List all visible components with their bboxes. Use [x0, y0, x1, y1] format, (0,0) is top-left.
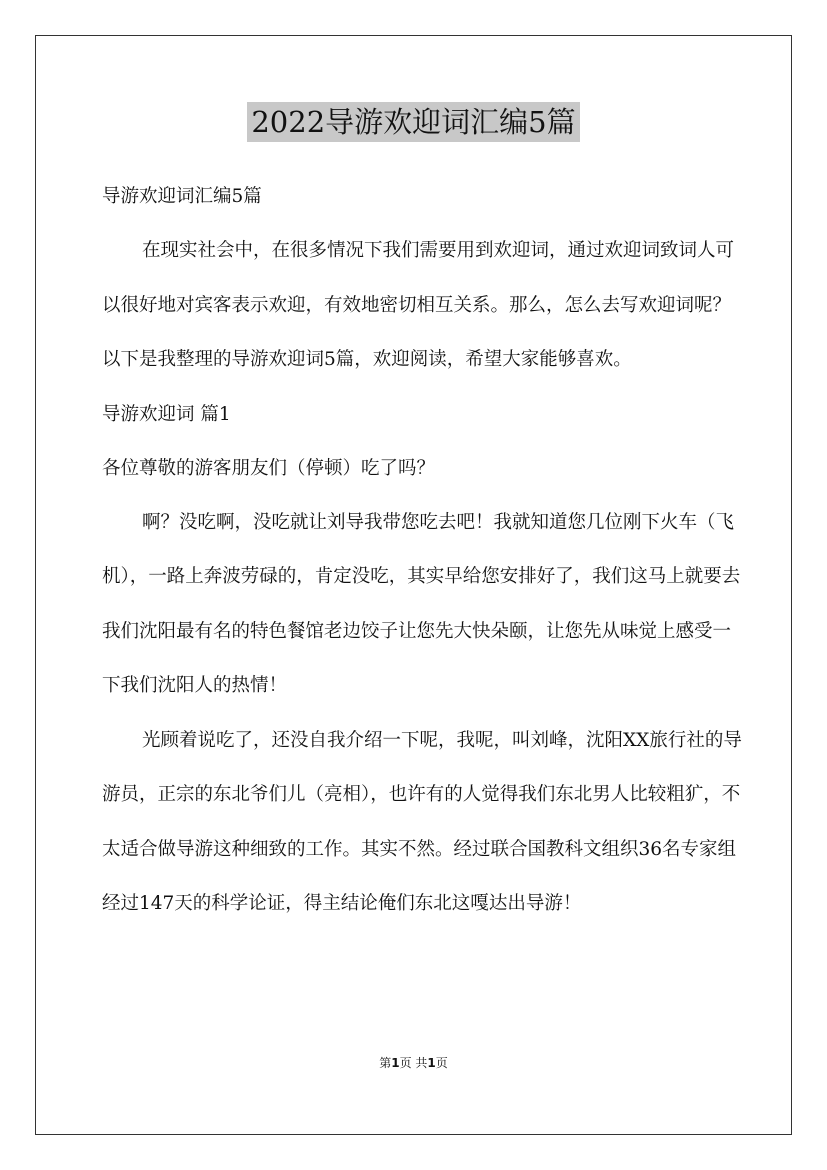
document-body — [102, 170, 742, 932]
footer-suffix: 页 — [435, 1056, 448, 1070]
intro-paragraph: 在现实社会中，在很多情况下我们需要用到欢迎词，通过欢迎词致词人可以很好地对宾客表示欢迎，有效地密切相互关系。那么，怎么去写欢迎词呢？以下是我整理的导游欢迎词5篇，欢迎阅读，希望大家能够喜欢。 — [102, 240, 735, 370]
document-title: 2022导游欢迎词汇编5篇 — [247, 102, 579, 142]
title-container — [0, 102, 827, 142]
body-paragraph: 啊？没吃啊，没吃就让刘导我带您吃去吧！我就知道您几位刚下火车（飞机），一路上奔波劳碌的，肯定没吃，其实早给您安排好了，我们这马上就要去我们沈阳最有名的特色餐馆老边饺子让您先大快朵颐，让您先从味觉上感受一下我们沈阳人的热情！ — [102, 511, 741, 696]
body-paragraph: 光顾着说吃了，还没自我介绍一下呢，我呢，叫刘峰，沈阳XX旅行社的导游员，正宗的东北爷们儿（亮相），也许有的人觉得我们东北男人比较粗犷，不太适合做导游这种细致的工作。其实不然。经过联合国教科文组织36名专家组经过147天的科学论证，得主结论俺们东北这嘎达出导游！ — [102, 729, 742, 914]
subtitle-line: 导游欢迎词汇编5篇 — [102, 186, 262, 207]
section-heading: 导游欢迎词 篇1 — [102, 403, 231, 425]
footer-current-page: 1 — [391, 1056, 400, 1070]
greeting-line: 各位尊敬的游客朋友们（停顿）吃了吗？ — [102, 457, 436, 479]
page-footer — [0, 1054, 827, 1071]
footer-mid: 页 共 — [399, 1056, 428, 1070]
footer-prefix: 第 — [379, 1056, 392, 1070]
footer-total-pages: 1 — [427, 1056, 436, 1070]
